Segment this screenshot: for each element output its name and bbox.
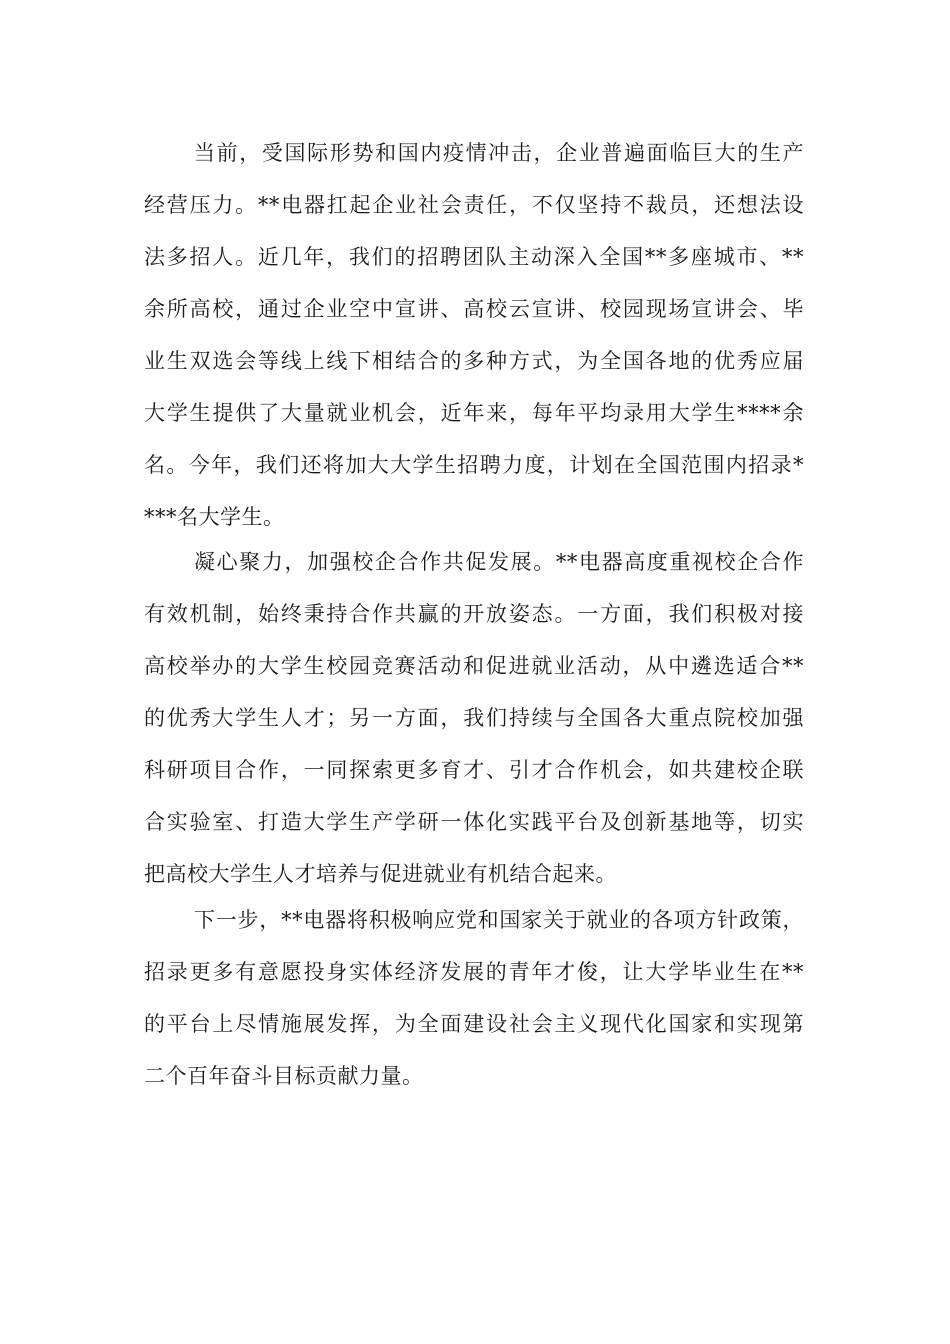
paragraph-line: 科研项目合作，一同探索更多育才、引才合作机会，如共建校企联 <box>144 758 804 782</box>
paragraph-line: 招录更多有意愿投身实体经济发展的青年才俊，让大学毕业生在** <box>144 960 804 984</box>
paragraph-line: ***名大学生。 <box>144 505 285 529</box>
paragraph-line: 高校举办的大学生校园竞赛活动和促进就业活动，从中遴选适合** <box>144 654 804 678</box>
paragraph-line: 有效机制，始终秉持合作共赢的开放姿态。一方面，我们积极对接 <box>144 602 804 626</box>
paragraph-line: 的平台上尽情施展发挥，为全面建设社会主义现代化国家和实现第 <box>144 1012 804 1036</box>
paragraph-line: 把高校大学生人才培养与促进就业有机结合起来。 <box>144 862 617 886</box>
paragraph-next-step <box>144 894 804 1102</box>
paragraph-line: 业生双选会等线上线下相结合的多种方式，为全国各地的优秀应届 <box>144 349 804 373</box>
paragraph-line: 下一步，**电器将积极响应党和国家关于就业的各项方针政策， <box>194 908 804 932</box>
paragraph-line: 凝心聚力，加强校企合作共促发展。**电器高度重视校企合作 <box>194 550 804 574</box>
paragraph-line: 余所高校，通过企业空中宣讲、高校云宣讲、校园现场宣讲会、毕 <box>144 297 804 321</box>
paragraph-line: 二个百年奋斗目标贡献力量。 <box>144 1064 424 1088</box>
paragraph-line: 合实验室、打造大学生产学研一体化实践平台及创新基地等，切实 <box>144 810 804 834</box>
paragraph-line: 的优秀大学生人才；另一方面，我们持续与全国各大重点院校加强 <box>144 706 804 730</box>
paragraph-line: 当前，受国际形势和国内疫情冲击，企业普遍面临巨大的生产 <box>194 141 804 165</box>
paragraph-line: 经营压力。**电器扛起企业社会责任，不仅坚持不裁员，还想法设 <box>144 193 804 217</box>
paragraph-line: 名。今年，我们还将加大大学生招聘力度，计划在全国范围内招录* <box>144 453 804 477</box>
paragraph-line: 大学生提供了大量就业机会，近年来，每年平均录用大学生****余 <box>144 401 804 425</box>
paragraph-recruitment <box>144 127 804 543</box>
paragraph-line: 法多招人。近几年，我们的招聘团队主动深入全国**多座城市、** <box>144 245 804 269</box>
paragraph-cooperation <box>144 536 804 900</box>
